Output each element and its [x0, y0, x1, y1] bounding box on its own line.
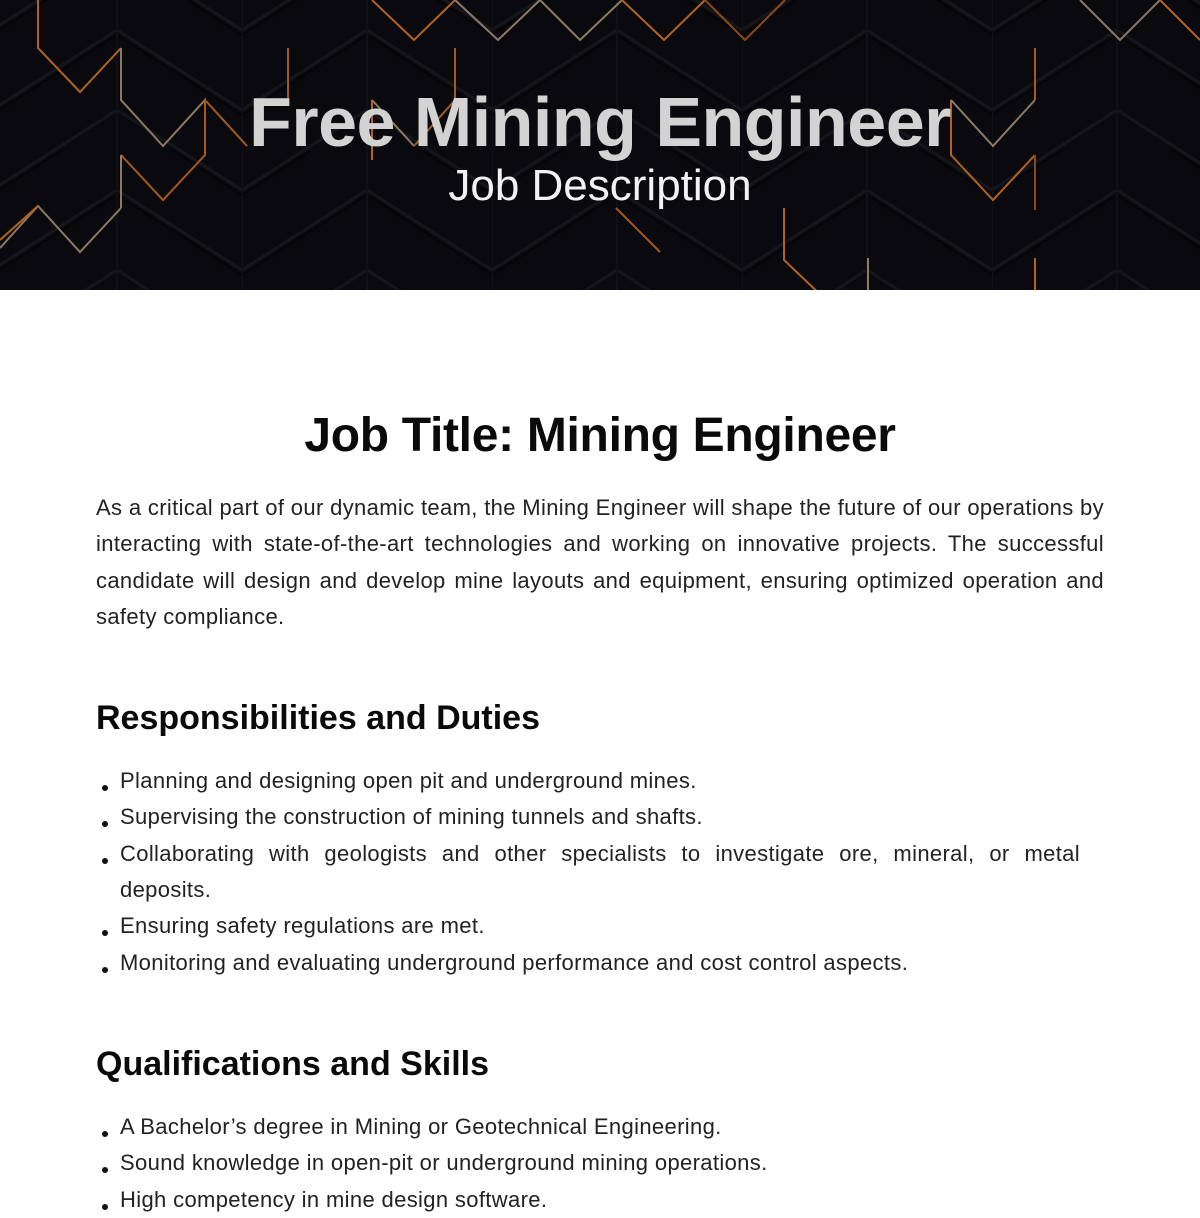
list-item-text: Supervising the construction of mining tunnels and shafts. — [120, 804, 703, 830]
list-item-text: Monitoring and evaluating underground performance and cost control aspects. — [120, 949, 909, 975]
list-item — [96, 836, 1080, 909]
list-item — [96, 763, 1080, 799]
bullet-icon — [102, 967, 108, 973]
bullet-icon — [102, 930, 108, 936]
document-body — [0, 290, 1200, 1218]
banner-title: Free Mining Engineer — [249, 83, 951, 161]
list-item-text: A Bachelor’s degree in Mining or Geotechnical Engineering. — [120, 1113, 722, 1139]
bullet-icon — [102, 785, 108, 791]
list-item-text: Sound knowledge in open-pit or underground mining operations. — [120, 1150, 768, 1176]
responsibilities-list — [96, 763, 1104, 981]
header-banner — [0, 0, 1200, 290]
bullet-icon — [102, 1204, 108, 1210]
banner-subtitle: Job Description — [448, 161, 752, 210]
bullet-icon — [102, 821, 108, 827]
bullet-icon — [102, 1131, 108, 1137]
bullet-icon — [102, 1167, 108, 1173]
list-item-text: Planning and designing open pit and underground mines. — [120, 768, 697, 794]
list-item-text: Collaborating with geologists and other specialists to investigate ore, mineral, or metal deposits. — [120, 840, 1080, 903]
job-title-heading: Job Title: Mining Engineer — [304, 409, 896, 462]
list-item — [96, 1109, 1080, 1145]
list-item — [96, 1182, 1080, 1218]
responsibilities-heading: Responsibilities and Duties — [96, 699, 540, 738]
list-item — [96, 799, 1080, 835]
list-item — [96, 1145, 1080, 1181]
qualifications-heading: Qualifications and Skills — [96, 1044, 489, 1083]
bullet-icon — [102, 858, 108, 864]
intro-paragraph: As a critical part of our dynamic team, the Mining Engineer will shape the future of our operations by interacting with state-of-the-art technologies and working on innovative projects. The successful candidate will design and develop mine layouts and equipment, ensuring optimized operation and safety compliance. — [96, 495, 1104, 629]
list-item-text: High competency in mine design software. — [120, 1186, 548, 1212]
list-item-text: Ensuring safety regulations are met. — [120, 913, 485, 939]
list-item — [96, 908, 1080, 944]
qualifications-list — [96, 1109, 1104, 1218]
list-item — [96, 945, 1080, 981]
